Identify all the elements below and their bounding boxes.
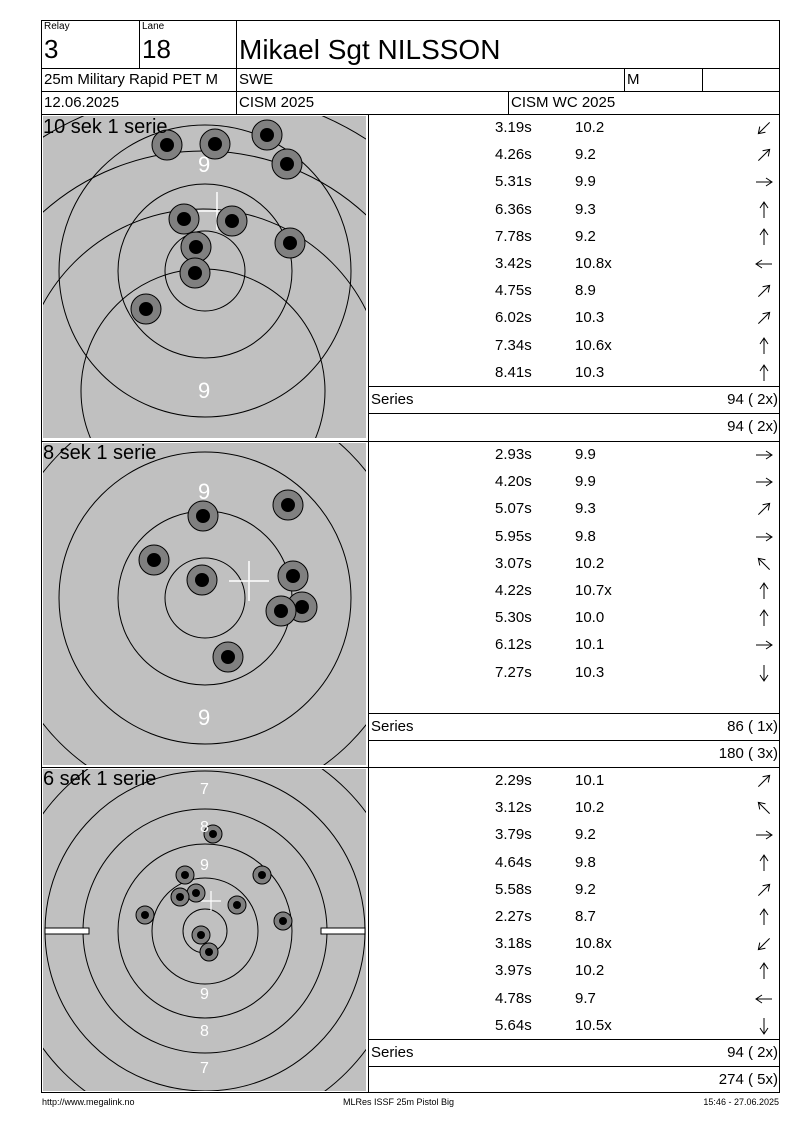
shot-row xyxy=(369,631,779,658)
shot-hole xyxy=(275,228,305,258)
shot-time: 6.12s xyxy=(495,636,532,654)
shot-score: 9.7 xyxy=(575,989,596,1007)
shot-hole xyxy=(253,866,271,884)
direction-arrow-icon xyxy=(754,554,774,574)
shot-row xyxy=(369,359,779,386)
footer-timestamp: 15:46 - 27.06.2025 xyxy=(703,1097,779,1107)
shot-score: 8.7 xyxy=(575,908,596,925)
divider xyxy=(368,713,780,714)
direction-arrow-icon xyxy=(754,145,774,165)
shot-hole xyxy=(274,912,292,930)
shot-hole xyxy=(192,926,210,944)
shot-score: 9.9 xyxy=(575,173,596,191)
divider xyxy=(139,20,140,68)
shot-hole xyxy=(136,906,154,924)
ring-label: 9 xyxy=(200,986,209,1003)
shot-row xyxy=(369,794,779,821)
shot-time: 5.95s xyxy=(495,527,532,545)
direction-arrow-icon xyxy=(754,825,774,845)
shot-score: 9.2 xyxy=(575,826,596,844)
divider xyxy=(508,91,509,115)
shot-row xyxy=(369,957,779,984)
shot-row xyxy=(369,141,779,168)
direction-arrow-icon xyxy=(754,200,774,220)
shot-time: 3.07s xyxy=(495,554,532,572)
shot-row xyxy=(369,250,779,277)
divider xyxy=(368,740,780,741)
direction-arrow-icon xyxy=(754,663,774,683)
shot-score: 9.3 xyxy=(575,500,596,518)
shot-score: 9.8 xyxy=(575,853,596,871)
divider xyxy=(368,1066,780,1067)
shot-score: 9.2 xyxy=(575,146,596,164)
relay-value: 3 xyxy=(44,34,59,64)
shot-row xyxy=(369,659,779,686)
direction-arrow-icon xyxy=(754,581,774,601)
shot-hole xyxy=(188,501,218,531)
shot-hole xyxy=(176,866,194,884)
shot-row xyxy=(369,523,779,550)
ring-label: 9 xyxy=(198,152,211,177)
series-total: 94 ( 2x) xyxy=(727,1044,778,1061)
target-series-3 xyxy=(43,769,366,1091)
direction-arrow-icon xyxy=(754,308,774,328)
shot-time: 6.02s xyxy=(495,309,532,327)
ring-label: 8 xyxy=(200,1023,209,1040)
ring-label: 9 xyxy=(198,705,211,730)
divider xyxy=(41,91,780,92)
shot-score: 9.2 xyxy=(575,227,596,245)
event-name: 25m Military Rapid PET M xyxy=(44,71,218,88)
shot-row xyxy=(369,1012,779,1039)
shot-score: 10.5x xyxy=(575,1016,612,1034)
shot-row xyxy=(369,604,779,631)
direction-arrow-icon xyxy=(754,172,774,192)
shot-score: 10.7x xyxy=(575,582,612,599)
shot-time: 7.27s xyxy=(495,663,532,681)
footer-software: MLRes ISSF 25m Pistol Big xyxy=(343,1097,455,1107)
shot-score: 9.2 xyxy=(575,880,596,898)
shot-row xyxy=(369,930,779,957)
shot-row xyxy=(369,985,779,1012)
target-series-2 xyxy=(43,443,366,765)
shot-time: 4.22s xyxy=(495,582,532,599)
shot-hole xyxy=(181,232,211,262)
series-title: 10 sek 1 serie xyxy=(43,116,168,138)
ring-label: 7 xyxy=(200,781,209,798)
shot-row xyxy=(369,441,779,468)
shot-time: 2.27s xyxy=(495,908,532,925)
direction-arrow-icon xyxy=(754,254,774,274)
shot-score: 10.1 xyxy=(575,636,605,654)
divider xyxy=(368,413,780,414)
shot-hole xyxy=(217,206,247,236)
shot-score: 9.8 xyxy=(575,527,596,545)
direction-arrow-icon xyxy=(754,934,774,954)
direction-arrow-icon xyxy=(754,608,774,628)
series-label: Series xyxy=(371,1044,414,1061)
shot-time: 5.58s xyxy=(495,880,532,898)
direction-arrow-icon xyxy=(754,635,774,655)
shot-hole xyxy=(213,642,243,672)
shot-score: 10.6x xyxy=(575,336,612,354)
shot-time: 3.12s xyxy=(495,799,532,817)
shooter-name: Mikael Sgt NILSSON xyxy=(239,34,501,65)
shot-score: 10.2 xyxy=(575,554,605,572)
shot-hole xyxy=(187,565,217,595)
series-label: Series xyxy=(371,391,414,408)
shot-row xyxy=(369,304,779,331)
shot-hole xyxy=(180,258,210,288)
direction-arrow-icon xyxy=(754,880,774,900)
cumulative-total: 274 ( 5x) xyxy=(718,1071,778,1088)
shot-time: 5.64s xyxy=(495,1016,532,1034)
shot-time: 3.18s xyxy=(495,935,532,953)
shot-row xyxy=(369,495,779,522)
direction-arrow-icon xyxy=(754,527,774,547)
gender: M xyxy=(627,71,640,88)
direction-arrow-icon xyxy=(754,907,774,927)
shot-time: 3.97s xyxy=(495,962,532,980)
direction-arrow-icon xyxy=(754,336,774,356)
shot-row xyxy=(369,767,779,794)
shot-score: 10.8x xyxy=(575,255,612,272)
divider xyxy=(368,386,780,387)
shot-time: 4.78s xyxy=(495,989,532,1007)
shot-hole xyxy=(187,884,205,902)
direction-arrow-icon xyxy=(754,445,774,465)
ring-label: 9 xyxy=(198,479,211,504)
shot-time: 2.29s xyxy=(495,772,532,789)
cumulative-total: 180 ( 3x) xyxy=(718,745,778,762)
date: 12.06.2025 xyxy=(44,94,120,111)
direction-arrow-icon xyxy=(754,499,774,519)
direction-arrow-icon xyxy=(754,771,774,791)
shot-score: 9.9 xyxy=(575,473,596,491)
divider xyxy=(702,68,703,91)
series-title: 8 sek 1 serie xyxy=(43,442,157,464)
direction-arrow-icon xyxy=(754,118,774,138)
shot-row xyxy=(369,577,779,604)
shot-score: 10.0 xyxy=(575,609,605,627)
competition-secondary: CISM WC 2025 xyxy=(511,94,616,111)
direction-arrow-icon xyxy=(754,989,774,1009)
direction-arrow-icon xyxy=(754,1016,774,1036)
shot-time: 6.36s xyxy=(495,200,532,218)
shot-hole xyxy=(171,888,189,906)
ring-label: 7 xyxy=(200,1060,209,1077)
shot-time: 3.79s xyxy=(495,826,532,844)
shot-score: 10.8x xyxy=(575,935,612,953)
shot-row xyxy=(369,903,779,930)
relay-label: Relay xyxy=(44,21,70,32)
shot-hole xyxy=(272,149,302,179)
series-title: 6 sek 1 serie xyxy=(43,768,157,790)
nation: SWE xyxy=(239,71,274,88)
shot-time: 5.30s xyxy=(495,609,532,627)
shot-hole xyxy=(228,896,246,914)
shot-time: 5.31s xyxy=(495,173,532,191)
shot-score: 10.3 xyxy=(575,363,605,381)
shot-time: 3.19s xyxy=(495,119,532,136)
shot-hole xyxy=(169,204,199,234)
shot-hole xyxy=(131,294,161,324)
shot-hole xyxy=(200,943,218,961)
shot-score: 10.1 xyxy=(575,772,605,789)
lane-label: Lane xyxy=(142,21,165,32)
shot-time: 4.64s xyxy=(495,853,532,871)
shot-row xyxy=(369,332,779,359)
competition: CISM 2025 xyxy=(239,94,315,111)
shot-hole xyxy=(252,120,282,150)
shot-score: 10.3 xyxy=(575,309,605,327)
direction-arrow-icon xyxy=(754,227,774,247)
shot-time: 5.07s xyxy=(495,500,532,518)
shot-time: 4.26s xyxy=(495,146,532,164)
footer-url: http://www.megalink.no xyxy=(42,1097,135,1107)
direction-arrow-icon xyxy=(754,281,774,301)
shot-score: 10.2 xyxy=(575,799,605,817)
shot-hole xyxy=(266,596,296,626)
shot-score: 9.9 xyxy=(575,446,596,463)
shot-time: 7.78s xyxy=(495,227,532,245)
direction-arrow-icon xyxy=(754,961,774,981)
shot-time: 2.93s xyxy=(495,446,532,463)
ring-label: 8 xyxy=(200,819,209,836)
shot-score: 8.9 xyxy=(575,282,596,300)
shot-time: 4.75s xyxy=(495,282,532,300)
direction-arrow-icon xyxy=(754,853,774,873)
series-total: 86 ( 1x) xyxy=(727,718,778,735)
divider xyxy=(368,1039,780,1040)
series-total: 94 ( 2x) xyxy=(727,391,778,408)
shot-time: 4.20s xyxy=(495,473,532,491)
shot-hole xyxy=(278,561,308,591)
shot-time: 8.41s xyxy=(495,363,532,381)
ring-label: 9 xyxy=(200,857,209,874)
shot-score: 10.3 xyxy=(575,663,605,681)
shot-time: 3.42s xyxy=(495,255,532,272)
shot-row xyxy=(369,468,779,495)
cumulative-total: 94 ( 2x) xyxy=(727,418,778,435)
shot-row xyxy=(369,114,779,141)
shot-score: 9.3 xyxy=(575,200,596,218)
shot-time: 7.34s xyxy=(495,336,532,354)
lane-value: 18 xyxy=(142,34,171,64)
shot-row xyxy=(369,277,779,304)
shot-score: 10.2 xyxy=(575,119,605,136)
target-series-1 xyxy=(43,116,366,438)
direction-arrow-icon xyxy=(754,363,774,383)
direction-arrow-icon xyxy=(754,798,774,818)
shot-row xyxy=(369,223,779,250)
shot-hole xyxy=(273,490,303,520)
shot-row xyxy=(369,849,779,876)
shot-hole xyxy=(139,545,169,575)
ring-label: 9 xyxy=(198,378,211,403)
series-label: Series xyxy=(371,718,414,735)
shot-score: 10.2 xyxy=(575,962,605,980)
shot-row xyxy=(369,168,779,195)
divider xyxy=(41,68,780,69)
shot-row xyxy=(369,821,779,848)
shot-row xyxy=(369,196,779,223)
direction-arrow-icon xyxy=(754,472,774,492)
shot-row xyxy=(369,876,779,903)
divider xyxy=(624,68,625,91)
shot-row xyxy=(369,550,779,577)
